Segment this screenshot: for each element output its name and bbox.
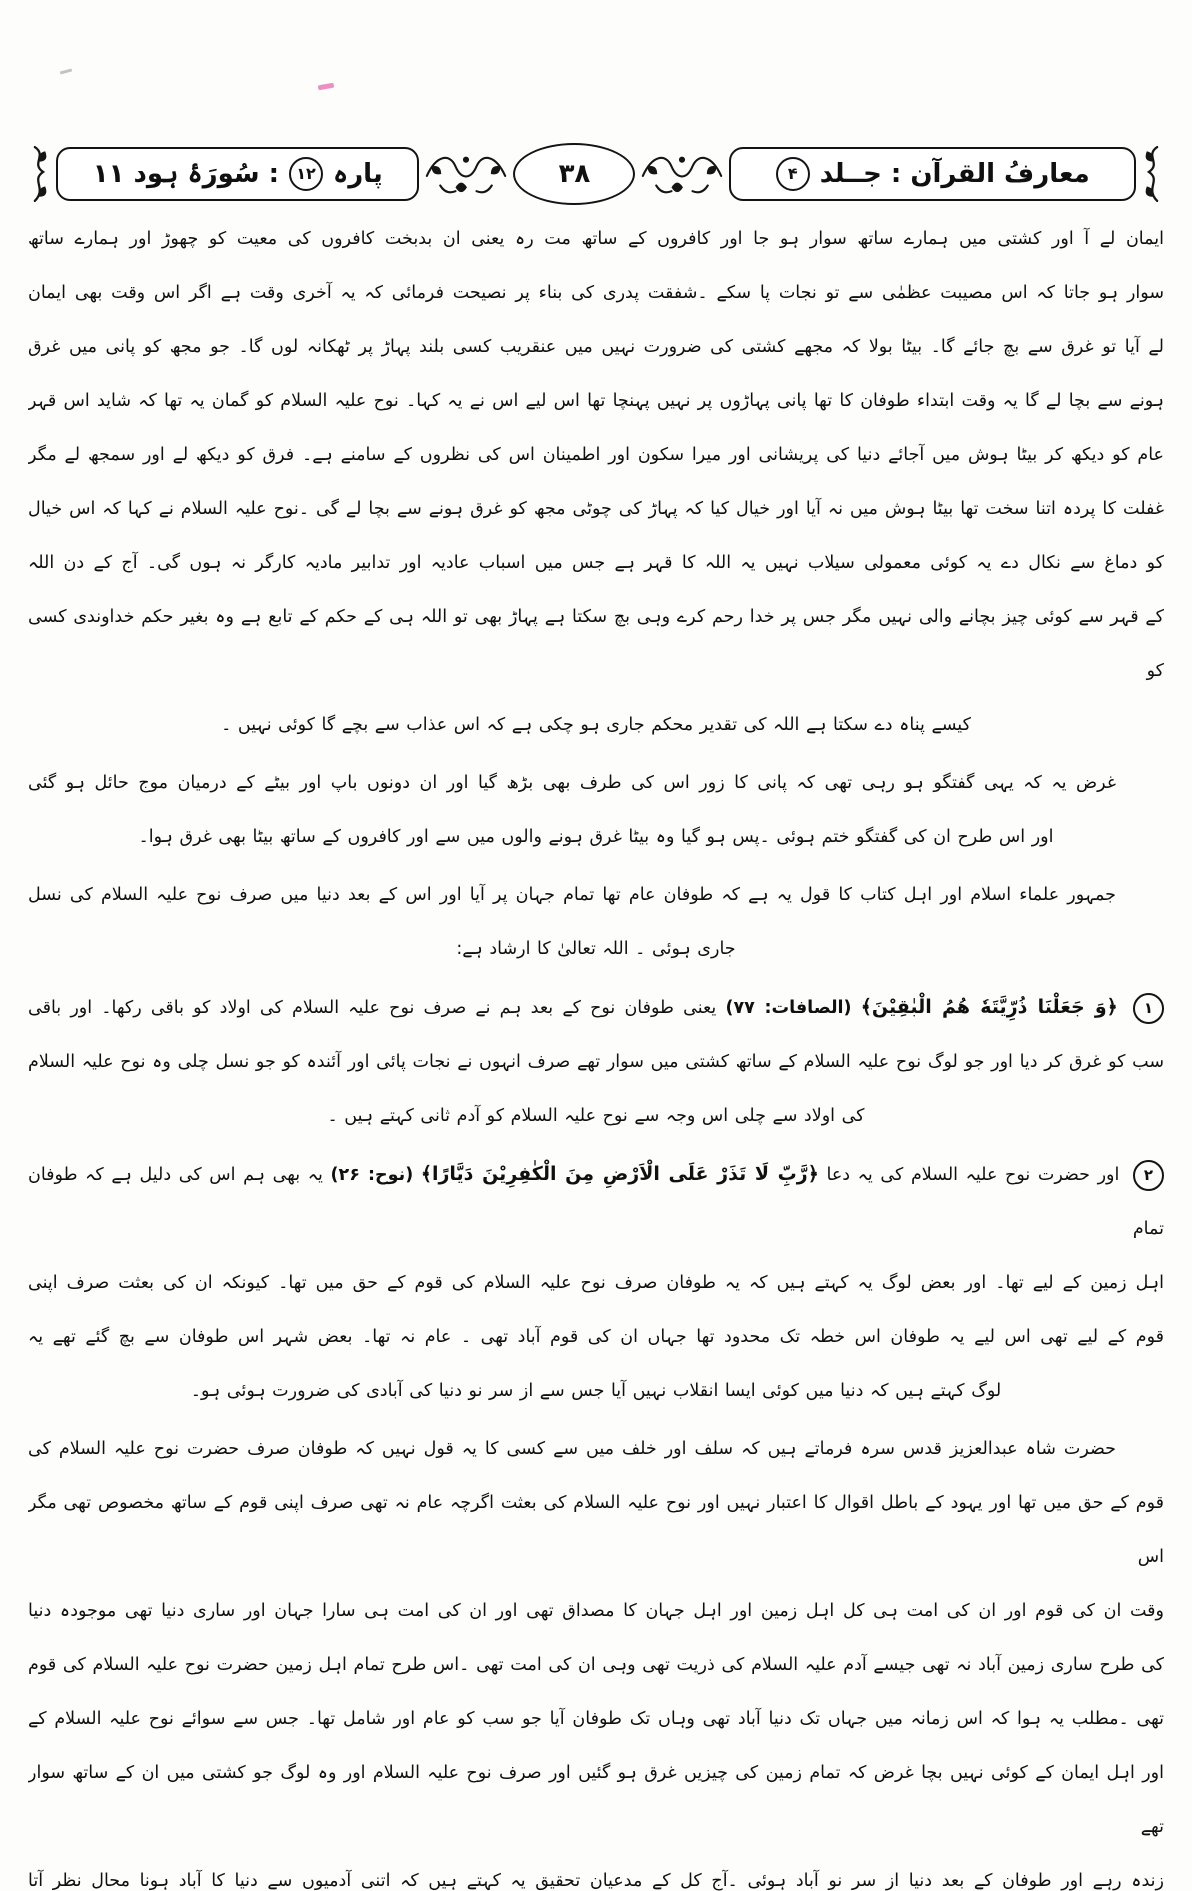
- text-line: ہونے سے بچا لے گا یہ وقت ابتداء طوفان کا تھا پانی پہاڑوں پر نہیں پہنچا تھا اس لیے اس نے یہ کہا۔ نوح علیہ السلام کو گمان یہ تھا کہ شاید اس قہر: [28, 391, 1164, 411]
- gray-scan-artifact: [60, 68, 72, 74]
- text-line: [28, 980, 1164, 1035]
- book-title-box: [729, 147, 1136, 201]
- pink-scan-artifact: [318, 83, 335, 91]
- text-run: یعنی طوفان نوح کے بعد ہم نے صرف نوح علیہ السلام کی اولاد کو باقی رکھا۔ اور باقی: [28, 998, 717, 1018]
- numbered-item-1: [28, 980, 1164, 1143]
- volume-number-badge: ۴: [776, 157, 810, 191]
- text-line: کے قہر سے کوئی چیز بچانے والی نہیں مگر جس پر خدا رحم کرے وہی بچ سکتا ہے پہاڑ بھی تو اللہ ہی کے حکم کے تابع ہے وہ بغیر حکم خداوندی کسی کو: [28, 607, 1164, 681]
- text-line: عام کو دیکھ کر بیٹا ہوش میں آجائے دنیا کی پریشانی اور میرا سکون اور اطمینان اس کی نظروں کے سامنے ہے۔ فرق کو دیکھ لے اور سمجھ لے مگر: [28, 445, 1164, 465]
- text-run: اور حضرت نوح علیہ السلام کی یہ دعا: [826, 1165, 1120, 1185]
- left-edge-flourish-icon: [28, 145, 52, 203]
- text-line: اور اس طرح ان کی گفتگو ختم ہوئی ۔پس ہو گیا وہ بیٹا غرق ہونے والوں میں سے اور کافروں کے ساتھ بیٹا بھی غرق ہوا۔: [138, 827, 1054, 847]
- paragraph-4: [28, 1422, 1164, 1891]
- text-line: کی اولاد سے چلی اس وجہ سے نوح علیہ السلام کو آدم ثانی کہتے ہیں ۔: [327, 1106, 865, 1126]
- text-line: قوم کے لیے تھی اس لیے یہ طوفان اس خطہ تک محدود تھا جہاں ان کی قوم آباد تھی ۔ عام نہ تھا۔ بعض شہر اس طوفان سے بچ گئے تھے یہ: [28, 1327, 1164, 1347]
- text-line: وقت ان کی قوم اور ان کی امت ہی کل اہل زمین اور اہل جہان کا مصداق تھی اور ان کی امت ہی سارا جہان اور ساری دنیا تھی موجودہ دنیا: [28, 1601, 1164, 1621]
- para-label: پارہ: [332, 159, 383, 189]
- paragraph-3: [28, 868, 1164, 976]
- text-line: سوار ہو جاتا کہ اس مصیبت عظمٰی سے تو نجات پا سکے ۔شفقت پدری کی بناء پر نصیحت فرمائی کہ یہ آخری وقت ہے اگر اس وقت بھی ایمان: [28, 283, 1164, 303]
- book-title: معارفُ القرآن : جــلد: [819, 159, 1090, 189]
- page-number-oval: [513, 143, 635, 205]
- text-line: سب کو غرق کر دیا اور جو لوگ نوح علیہ السلام کے ساتھ کشتی میں سوار تھے صرف انہوں نے نجات پائی اور آئندہ کو جو نسل چلی وہ نوح علیہ السلام: [28, 1052, 1164, 1072]
- text-line: لوگ کہتے ہیں کہ دنیا میں کوئی ایسا انقلاب نہیں آیا جس سے از سر نو دنیا کی آبادی کی ضرورت ہوئی ہو۔: [190, 1381, 1002, 1401]
- page-body: [28, 212, 1164, 1891]
- text-line: اور اہل ایمان کے کوئی نہیں بچا غرض کہ تمام زمین کی چیزیں غرق ہو گئیں اور صرف نوح علیہ السلام اور وہ لوگ جو کشتی میں ان کے ساتھ سوار تھے: [28, 1763, 1164, 1837]
- text-line: [28, 1147, 1164, 1256]
- floral-ornament-icon: [423, 146, 509, 202]
- text-line: اہل زمین کے لیے تھا۔ اور بعض لوگ یہ کہتے ہیں کہ یہ طوفان صرف نوح علیہ السلام کی قوم کے حق میں تھا۔ کیونکہ ان کی بعثت صرف اپنی: [28, 1273, 1164, 1293]
- text-line: ایمان لے آ اور کشتی میں ہمارے ساتھ سوار ہو جا اور کافروں کے ساتھ مت رہ یعنی ان بدبخت کافروں کی معیت کو چھوڑ اور ہمارے ساتھ: [28, 229, 1164, 249]
- verse-reference: (الصافات: ۷۷): [725, 998, 852, 1018]
- text-line: کی طرح ساری زمین آباد نہ تھی جیسے آدم علیہ السلام کی ذریت تھی وہی ان کی امت تھی ۔اس طرح تمام اہل زمین حضرت نوح علیہ السلام کی قوم: [28, 1655, 1164, 1675]
- para-number-badge: ۱۲: [289, 157, 323, 191]
- verse-reference: (نوح: ۲۶): [330, 1165, 414, 1185]
- text-line: لے آیا تو غرق سے بچ جائے گا۔ بیٹا بولا کہ مجھے کشتی کی ضرورت نہیں میں عنقریب کسی بلند پہاڑ پر ٹھکانہ لوں گا۔ جو مجھ کو پانی میں غرق: [28, 337, 1164, 357]
- text-line: حضرت شاہ عبدالعزیز قدس سرہ فرماتے ہیں کہ سلف اور خلف میں سے کسی کا یہ قول نہیں کہ طوفان صرف حضرت نوح علیہ السلام کی: [28, 1439, 1116, 1459]
- quran-verse: ﴿رَّبِّ لَا تَذَرْ عَلَى الْاَرْضِ مِنَ الْكٰفِرِيْنَ دَيَّارًا﴾: [420, 1163, 819, 1185]
- text-line: غرض یہ کہ یہی گفتگو ہو رہی تھی کہ پانی کا زور اس کی طرف بھی بڑھ گیا اور ان دونوں باپ اور بیٹے کے درمیان موج حائل ہو گئی: [28, 773, 1116, 793]
- text-line: قوم کے حق میں تھا اور یہود کے باطل اقوال کا اعتبار نہیں اور نوح علیہ السلام کی بعثت اگرچہ عام نہ تھی صرف اپنی قوم کے ساتھ مخصوص تھی مگر اس: [28, 1493, 1164, 1567]
- text-line: جاری ہوئی ۔ اللہ تعالیٰ کا ارشاد ہے:: [456, 939, 736, 959]
- numbered-item-2: [28, 1147, 1164, 1418]
- item-number-badge: ۲: [1133, 1160, 1164, 1191]
- text-run: یہ بھی ہم اس کی دلیل ہے کہ طوفان تمام: [28, 1165, 1164, 1239]
- surah-label: : سُورَۂ ہود ۱۱: [92, 159, 279, 189]
- text-line: کو دماغ سے نکال دے یہ کوئی معمولی سیلاب نہیں یہ اللہ کا قہر ہے جس میں اسباب عادیہ اور تدابیر مادیہ کارگر نہ ہوں گی۔ آج کے دن اللہ: [28, 553, 1164, 573]
- floral-ornament-icon: [639, 146, 725, 202]
- page-number: ۳۸: [558, 159, 591, 189]
- item-number-badge: ۱: [1133, 993, 1164, 1024]
- para-surah-box: [56, 147, 419, 201]
- quran-verse: ﴿وَ جَعَلْنَا ذُرِّيَّتَهٗ هُمُ الْبٰقِيْنَ﴾: [860, 996, 1118, 1018]
- text-line: جمہور علماء اسلام اور اہل کتاب کا قول یہ ہے کہ طوفان عام تھا تمام جہان پر آیا اور اس کے بعد دنیا میں صرف نوح علیہ السلام کی نسل: [28, 885, 1116, 905]
- text-line: زندہ رہے اور طوفان کے بعد دنیا از سر نو آباد ہوئی ۔آج کل کے مدعیان تحقیق یہ کہتے ہیں کہ اتنی آدمیوں سے دنیا کا آباد ہونا محال نظر آتا: [28, 1871, 1164, 1891]
- right-edge-flourish-icon: [1140, 145, 1164, 203]
- text-line: کیسے پناہ دے سکتا ہے اللہ کی تقدیر محکم جاری ہو چکی ہے کہ اس عذاب سے بچے گا کوئی نہیں ۔: [221, 715, 971, 735]
- paragraph-2: [28, 756, 1164, 864]
- text-line: غفلت کا پردہ اتنا سخت تھا بیٹا ہوش میں نہ آیا اور خیال کیا کہ پہاڑ کی چوٹی مجھ کو غرق ہونے سے بچا لے گی ۔نوح علیہ السلام نے کہا کہ اس خیال: [28, 499, 1164, 519]
- text-line: تھی ۔مطلب یہ ہوا کہ اس زمانہ میں جہاں تک دنیا آباد تھی وہاں تک طوفان آیا جو سب کو عام اور شامل تھا۔ جس سے سوائے نوح علیہ السلام کے: [28, 1709, 1164, 1729]
- page-header: [28, 142, 1164, 206]
- paragraph-1: [28, 212, 1164, 752]
